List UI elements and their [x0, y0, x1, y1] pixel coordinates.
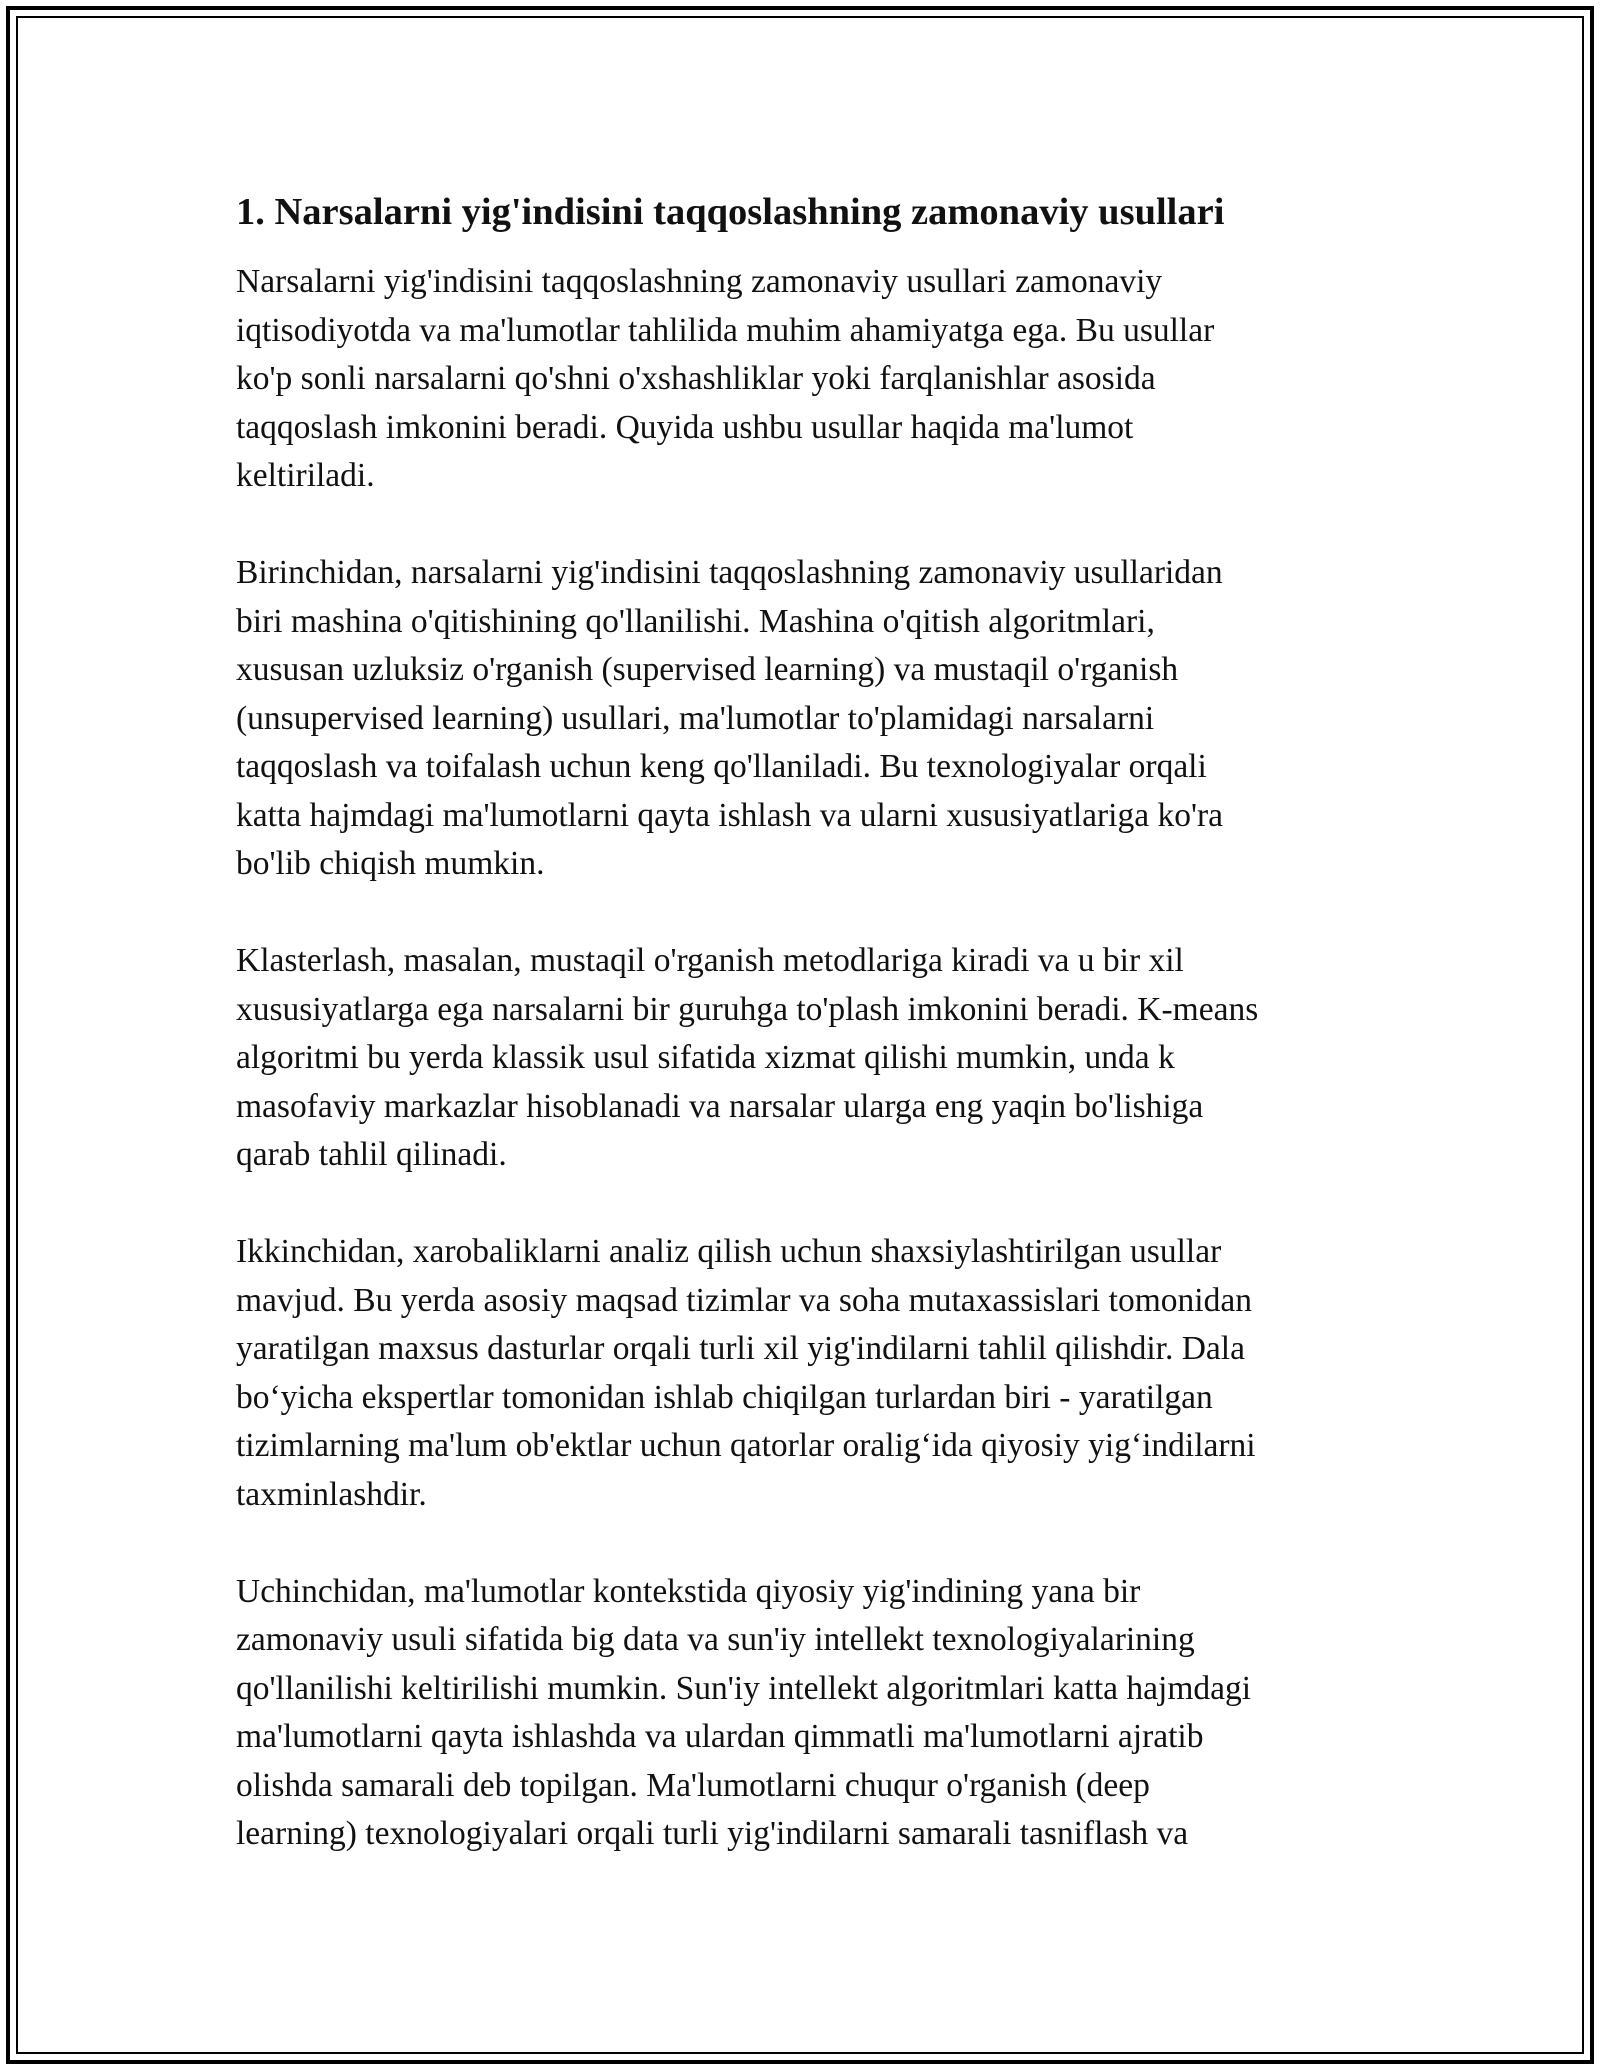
text-line: algoritmi bu yerda klassik usul sifatida xizmat qilishi mumkin, unda k [236, 1039, 1175, 1076]
text-line: zamonaviy usuli sifatida big data va sun'iy intellekt texnologiyalarining [236, 1621, 1195, 1658]
text-line: xususiyatlarga ega narsalarni bir guruhga to'plash imkonini beradi. K-means [236, 990, 1259, 1028]
paragraph-gap [236, 1519, 1366, 1568]
text-line: tizimlarning ma'lum ob'ektlar uchun qatorlar oralig‘ida qiyosiy yig‘indilarni [236, 1427, 1256, 1464]
paragraph-gap [236, 501, 1366, 550]
text-line: Uchinchidan, ma'lumotlar kontekstida qiyosiy yig'indining yana bir [236, 1572, 1141, 1610]
text-line: Narsalarni yig'indisini taqqoslashning zamonaviy usullari zamonaviy [236, 263, 1163, 300]
paragraph-gap [236, 1180, 1366, 1229]
text-line: bo'lib chiqish mumkin. [236, 845, 545, 882]
text-line: Birinchidan, narsalarni yig'indisini taqqoslashning zamonaviy usullaridan [236, 554, 1223, 591]
text-line: ma'lumotlarni qayta ishlashda va ulardan qimmatli ma'lumotlarni ajratib [236, 1718, 1204, 1755]
document-body [236, 188, 1366, 1859]
text-line: olishda samarali deb topilgan. Ma'lumotlarni chuqur o'rganish (deep [236, 1766, 1150, 1804]
text-line: taqqoslash va toifalash uchun keng qo'llaniladi. Bu texnologiyalar orqali [236, 748, 1207, 785]
text-line: biri mashina o'qitishining qo'llanilishi. Mashina o'qitish algoritmlari, [236, 602, 1155, 640]
paragraph-third [236, 1568, 1366, 1859]
text-line: taqqoslash imkonini beradi. Quyida ushbu usullar haqida ma'lumot [236, 408, 1134, 446]
paragraph-intro [236, 258, 1366, 501]
text-line: taxminlashdir. [236, 1475, 427, 1513]
paragraph-clustering [236, 937, 1366, 1180]
paragraph-gap [236, 889, 1366, 938]
section-heading: 1. Narsalarni yig'indisini taqqoslashning zamonaviy usullari [236, 191, 1225, 233]
text-line: xususan uzluksiz o'rganish (supervised learning) va mustaqil o'rganish [236, 651, 1179, 688]
text-line: (unsupervised learning) usullari, ma'lumotlar to'plamidagi narsalarni [236, 699, 1155, 737]
text-line: qo'llanilishi keltirilishi mumkin. Sun'iy intellekt algoritmlari katta hajmdagi [236, 1669, 1252, 1707]
text-line: Ikkinchidan, xarobaliklarni analiz qilish uchun shaxsiylashtirilgan usullar [236, 1233, 1222, 1270]
text-line: iqtisodiyotda va ma'lumotlar tahlilida muhim ahamiyatga ega. Bu usullar [236, 311, 1215, 349]
text-line: Klasterlash, masalan, mustaqil o'rganish metodlariga kiradi va u bir xil [236, 942, 1184, 979]
text-line: mavjud. Bu yerda asosiy maqsad tizimlar va soha mutaxassislari tomonidan [236, 1281, 1252, 1319]
text-line: keltiriladi. [236, 457, 375, 494]
paragraph-second [236, 1228, 1366, 1519]
text-line: yaratilgan maxsus dasturlar orqali turli xil yig'indilarni tahlil qilishdir. Dala [236, 1330, 1245, 1367]
text-line: learning) texnologiyalari orqali turli yig'indilarni samarali tasniflash va [236, 1815, 1189, 1852]
text-line: masofaviy markazlar hisoblanadi va narsalar ularga eng yaqin bo'lishiga [236, 1087, 1204, 1125]
text-line: bo‘yicha ekspertlar tomonidan ishlab chiqilgan turlardan biri - yaratilgan [236, 1378, 1213, 1416]
text-line: ko'p sonli narsalarni qo'shni o'xshashliklar yoki farqlanishlar asosida [236, 360, 1156, 397]
paragraph-first [236, 549, 1366, 889]
text-line: katta hajmdagi ma'lumotlarni qayta ishlash va ularni xususiyatlariga ko'ra [236, 796, 1224, 834]
text-line: qarab tahlil qilinadi. [236, 1136, 507, 1173]
